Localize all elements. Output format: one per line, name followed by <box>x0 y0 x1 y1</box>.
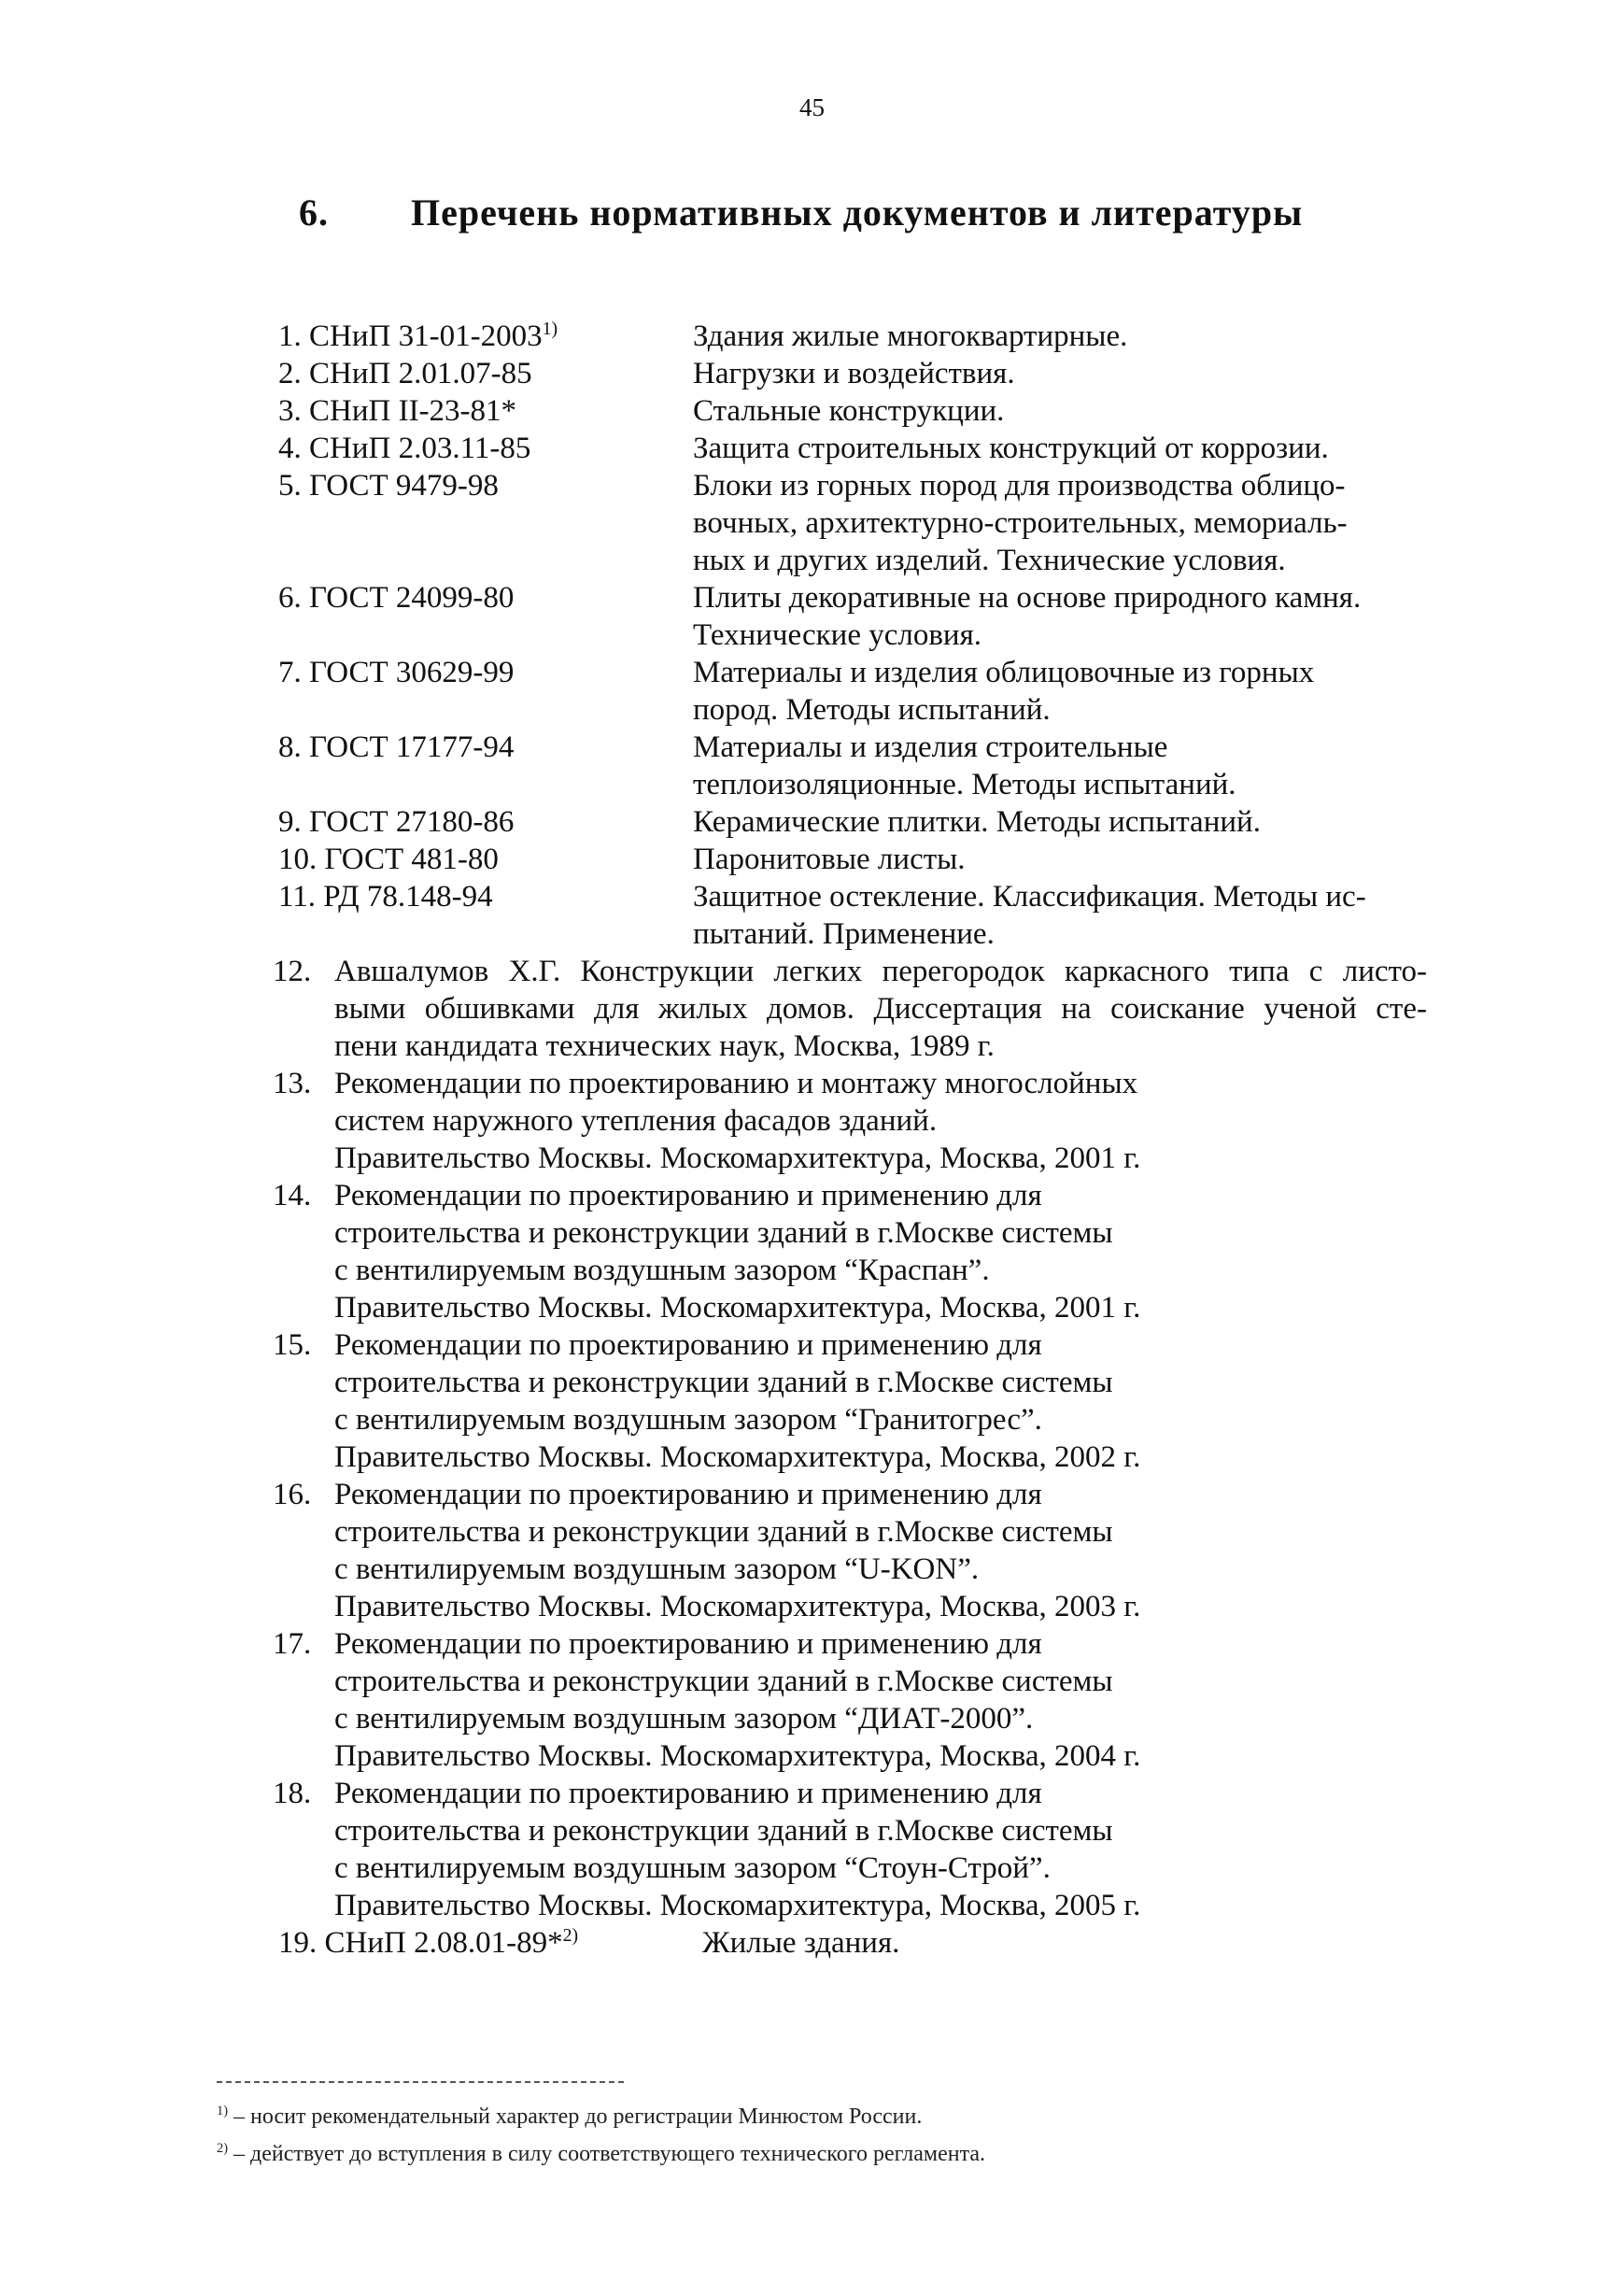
document-title <box>693 803 1421 841</box>
reference-number: 12. <box>273 955 312 988</box>
title-line: пород. Методы испытаний. <box>693 693 1051 727</box>
footnote-mark: 1) <box>217 2104 228 2119</box>
document-title <box>693 841 1421 878</box>
reference-line: с вентилируемым воздушным зазором “Стоун-Строй”. <box>334 1851 1051 1885</box>
reference-number: 4. <box>278 432 302 465</box>
reference-number: 9. <box>278 805 302 839</box>
reference-item-2 <box>0 355 1624 392</box>
footnote-separator <box>217 2081 624 2083</box>
document-code: ГОСТ 481-80 <box>324 843 499 876</box>
title-line: пытаний. Применение. <box>693 917 995 951</box>
reference-line: Рекомендации по проектированию и применению для <box>334 1179 1042 1212</box>
title-line: Защита строительных конструкций от коррозии. <box>693 432 1329 465</box>
reference-line: Правительство Москвы. Москомархитектура, Москва, 2005 г. <box>334 1889 1141 1922</box>
title-line: Здания жилые многоквартирные. <box>693 319 1128 353</box>
reference-item-8 <box>0 729 1624 803</box>
footnote-ref: 2) <box>562 1925 579 1946</box>
reference-line: с вентилируемым воздушным зазором “U-KON”. <box>334 1552 980 1586</box>
document-code: СНиП 31-01-2003 <box>309 319 543 353</box>
reference-item-13 <box>0 1065 1624 1177</box>
reference-line: Рекомендации по проектированию и монтажу многослойных <box>334 1067 1138 1100</box>
reference-line: Правительство Москвы. Москомархитектура, Москва, 2002 г. <box>334 1440 1141 1474</box>
reference-line: с вентилируемым воздушным зазором “Краспан”. <box>334 1254 990 1287</box>
reference-item-5 <box>0 467 1624 579</box>
reference-item-4 <box>0 430 1624 467</box>
footnote-text: – действует до вступления в силу соответствующего технического регламента. <box>233 2142 986 2166</box>
section-heading <box>299 191 1303 234</box>
reference-number: 18. <box>273 1777 312 1810</box>
reference-number: 7. <box>278 656 302 689</box>
reference-item-6 <box>0 579 1624 654</box>
document-title <box>693 729 1421 803</box>
title-line: Паронитовые листы. <box>693 843 966 876</box>
reference-item-16 <box>0 1476 1624 1625</box>
footnote-text: – носит рекомендательный характер до регистрации Минюстом России. <box>233 2105 923 2129</box>
title-line: Керамические плитки. Методы испытаний. <box>693 805 1261 839</box>
reference-line: Авшалумов Х.Г. Конструкции легких перегородок каркасного типа с листо- <box>334 955 1427 988</box>
document-code: ГОСТ 30629-99 <box>309 656 515 689</box>
reference-text <box>334 1625 1427 1775</box>
reference-item-15 <box>0 1326 1624 1476</box>
standards-list <box>0 318 1624 953</box>
footnote-1 <box>217 2098 985 2135</box>
section-number: 6. <box>299 191 329 234</box>
document-code: СНиП II-23-81* <box>309 394 517 428</box>
reference-number: 5. <box>278 469 302 503</box>
document-code: СНиП 2.03.11-85 <box>309 432 531 465</box>
reference-line: Рекомендации по проектированию и применению для <box>334 1478 1042 1511</box>
document-title: Жилые здания. <box>702 1926 900 1960</box>
reference-line: с вентилируемым воздушным зазором “Гранитогрес”. <box>334 1403 1042 1437</box>
literature-list <box>0 953 1624 1924</box>
reference-line: пени кандидата технических наук, Москва, 1989 г. <box>334 1029 995 1063</box>
reference-item-12 <box>0 953 1624 1065</box>
document-code: РД 78.148-94 <box>323 880 493 914</box>
reference-item-7 <box>0 654 1624 729</box>
document-code: СНиП 2.01.07-85 <box>309 357 532 390</box>
reference-line: Правительство Москвы. Москомархитектура, Москва, 2003 г. <box>334 1590 1141 1623</box>
reference-number: 2. <box>278 357 302 390</box>
document-title <box>693 654 1421 729</box>
title-line: Материалы и изделия строительные <box>693 730 1168 764</box>
reference-text <box>334 953 1427 1065</box>
reference-line: Рекомендации по проектированию и применению для <box>334 1627 1042 1661</box>
reference-number: 19. <box>278 1926 318 1960</box>
reference-text <box>334 1065 1427 1177</box>
footnote-mark: 2) <box>217 2141 228 2156</box>
reference-line: Правительство Москвы. Москомархитектура, Москва, 2004 г. <box>334 1739 1141 1773</box>
document-title <box>693 392 1421 430</box>
title-line: Блоки из горных пород для производства облицо- <box>693 469 1346 503</box>
document-code: ГОСТ 17177-94 <box>309 730 515 764</box>
reference-line: Рекомендации по проектированию и применению для <box>334 1328 1042 1362</box>
reference-line: строительства и реконструкции зданий в г.Москве системы <box>334 1366 1113 1399</box>
reference-item-3 <box>0 392 1624 430</box>
reference-number: 17. <box>273 1627 312 1661</box>
reference-line: выми обшивками для жилых домов. Диссертация на соискание ученой сте- <box>334 992 1427 1026</box>
reference-item-1 <box>0 318 1624 355</box>
reference-line: систем наружного утепления фасадов зданий. <box>334 1104 938 1138</box>
title-line: вочных, архитектурно-строительных, мемориаль- <box>693 506 1348 540</box>
document-title <box>693 318 1421 355</box>
section-title: Перечень нормативных документов и литературы <box>411 191 1304 234</box>
reference-number: 13. <box>273 1067 312 1100</box>
reference-text <box>334 1177 1427 1326</box>
title-line: Стальные конструкции. <box>693 394 1005 428</box>
page-number: 45 <box>799 93 825 121</box>
reference-number: 15. <box>273 1328 312 1362</box>
reference-number: 11. <box>278 880 317 914</box>
title-line: Технические условия. <box>693 618 982 652</box>
reference-line: строительства и реконструкции зданий в г.Москве системы <box>334 1665 1113 1698</box>
document-code: ГОСТ 27180-86 <box>309 805 515 839</box>
reference-item-14 <box>0 1177 1624 1326</box>
reference-line: строительства и реконструкции зданий в г.Москве системы <box>334 1814 1113 1848</box>
document-code: ГОСТ 24099-80 <box>309 581 515 615</box>
document-title <box>693 579 1421 654</box>
footnotes <box>217 2098 985 2173</box>
reference-item-9 <box>0 803 1624 841</box>
reference-list <box>0 318 1624 1962</box>
reference-number: 16. <box>273 1478 312 1511</box>
document-code: СНиП 2.08.01-89* <box>324 1926 563 1960</box>
reference-item-18 <box>0 1775 1624 1924</box>
reference-number: 8. <box>278 730 302 764</box>
reference-line: Правительство Москвы. Москомархитектура, Москва, 2001 г. <box>334 1141 1141 1175</box>
title-line: теплоизоляционные. Методы испытаний. <box>693 768 1236 801</box>
reference-item-19 <box>0 1924 1624 1962</box>
title-line: Защитное остекление. Классификация. Методы ис- <box>693 880 1366 914</box>
reference-text <box>334 1326 1427 1476</box>
document-title <box>693 355 1421 392</box>
reference-line: строительства и реконструкции зданий в г.Москве системы <box>334 1515 1113 1549</box>
title-line: Нагрузки и воздействия. <box>693 357 1015 390</box>
reference-line: Правительство Москвы. Москомархитектура, Москва, 2001 г. <box>334 1291 1141 1325</box>
reference-line: с вентилируемым воздушным зазором “ДИАТ-2000”. <box>334 1702 1034 1736</box>
document-title <box>693 878 1421 953</box>
title-line: Плиты декоративные на основе природного камня. <box>693 581 1362 615</box>
title-line: Материалы и изделия облицовочные из горных <box>693 656 1315 689</box>
document-code: ГОСТ 9479-98 <box>309 469 499 503</box>
reference-text <box>334 1775 1427 1924</box>
reference-line: Рекомендации по проектированию и применению для <box>334 1777 1042 1810</box>
reference-text <box>334 1476 1427 1625</box>
reference-number: 14. <box>273 1179 312 1212</box>
reference-line: строительства и реконструкции зданий в г.Москве системы <box>334 1216 1113 1250</box>
reference-number: 3. <box>278 394 302 428</box>
title-line: ных и других изделий. Технические условия. <box>693 544 1286 577</box>
document-title <box>693 430 1421 467</box>
footnote-ref: 1) <box>542 319 558 339</box>
reference-item-10 <box>0 841 1624 878</box>
reference-item-17 <box>0 1625 1624 1775</box>
reference-number: 10. <box>278 843 318 876</box>
document-title <box>693 467 1421 579</box>
reference-item-11 <box>0 878 1624 953</box>
reference-number: 6. <box>278 581 302 615</box>
footnote-2 <box>217 2135 985 2173</box>
reference-number: 1. <box>278 319 302 353</box>
